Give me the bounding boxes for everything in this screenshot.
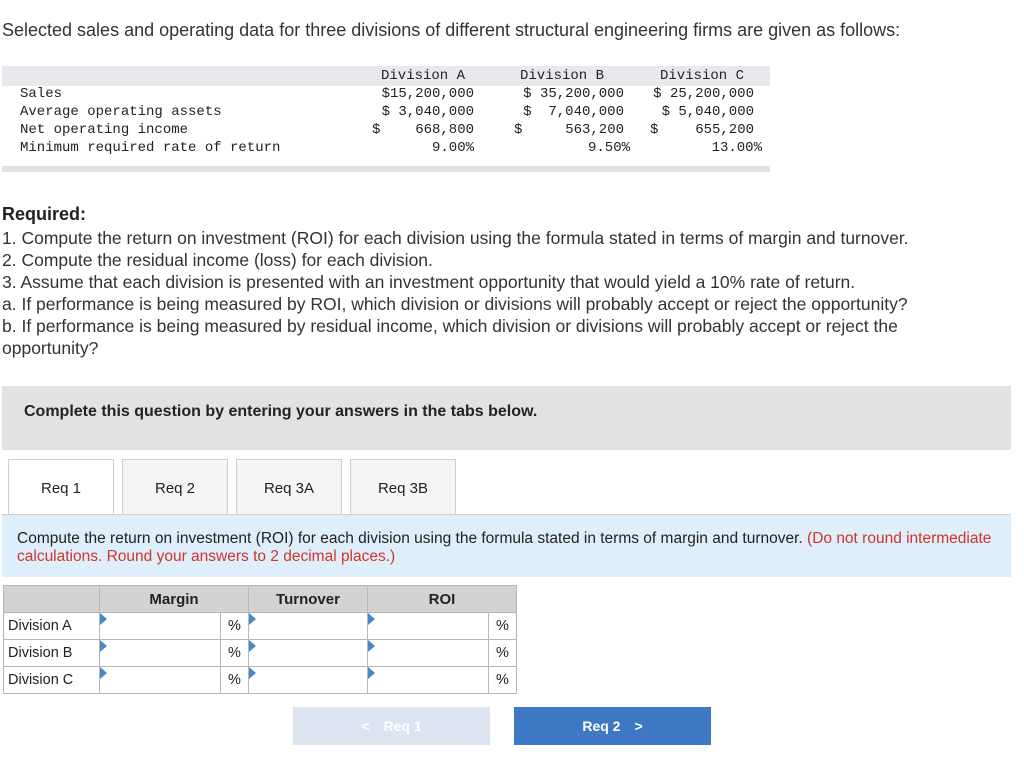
chevron-left-icon: < [361,718,370,734]
col-header-division-c: Division C [660,68,745,84]
percent-sign: % [489,640,517,667]
noi-a: 668,800 [415,122,474,138]
margin-input-a[interactable] [100,613,221,640]
required-line-2: 2. Compute the residual income (loss) for each division. [2,250,433,270]
prev-req-button [293,707,490,745]
min-rate-c: 13.00% [711,140,762,156]
roi-input-a[interactable] [368,613,489,640]
grid-header-margin: Margin [100,586,249,613]
grid-row-label: Division B [4,640,100,667]
sales-c: $ 25,200,000 [653,86,754,102]
required-line-1: 1. Compute the return on investment (ROI) for each division using the formula stated in terms of margin and turnover. [2,228,909,248]
grid-row-label: Division A [4,613,100,640]
min-rate-a: 9.00% [431,140,474,156]
grid-row-division-b [4,640,517,667]
data-table-bottom-bar [2,166,770,172]
margin-input-b[interactable] [100,640,221,667]
grid-row-label: Division C [4,667,100,694]
intro-text: Selected sales and operating data for three divisions of different structural engineering firms are given as follows: [2,20,901,40]
percent-sign: % [221,640,249,667]
sales-a: $15,200,000 [381,86,474,102]
required-line-3a: a. If performance is being measured by ROI, which division or divisions will probably accept or reject the opportunity? [2,294,908,314]
tab-req-3b[interactable]: Req 3B [350,459,456,514]
col-header-division-a: Division A [381,68,466,84]
percent-sign: % [221,613,249,640]
grid-header-roi: ROI [368,586,517,613]
noi-b: 563,200 [565,122,624,138]
percent-sign: % [489,613,517,640]
required-title: Required: [2,204,87,224]
min-rate-b: 9.50% [587,140,630,156]
next-req-label: Req 2 [582,718,621,734]
turnover-input-a[interactable] [249,613,368,640]
row-label-min-rate: Minimum required rate of return [20,140,281,156]
roi-input-c[interactable] [368,667,489,694]
assets-a: $ 3,040,000 [381,104,474,120]
row-label-assets: Average operating assets [20,104,222,120]
instruction-text [17,530,997,566]
noi-c: 655,200 [695,122,754,138]
margin-input-c[interactable] [100,667,221,694]
assets-c: $ 5,040,000 [661,104,754,120]
complete-instruction-text: Complete this question by entering your answers in the tabs below. [24,403,538,420]
row-label-sales: Sales [20,86,63,102]
instruction-note: (Do not round intermediate calculations. Round your answers to 2 decimal places.) [17,530,992,565]
tab-req-2[interactable]: Req 2 [122,459,228,514]
required-line-3b: b. If performance is being measured by residual income, which division or divisions will probably accept or reject the [2,316,898,336]
instruction-main: Compute the return on investment (ROI) for each division using the formula stated in terms of margin and turnover. [17,530,803,547]
grid-row-division-a [4,613,517,640]
col-header-division-b: Division B [520,68,605,84]
percent-sign: % [489,667,517,694]
next-req-button[interactable] [514,707,711,745]
tab-req-3a[interactable]: Req 3A [236,459,342,514]
noi-c-symbol: $ [650,122,659,138]
grid-row-division-c [4,667,517,694]
chevron-right-icon: > [634,718,643,734]
grid-corner [4,586,100,613]
tab-req-1[interactable]: Req 1 [8,459,114,514]
grid-header-turnover: Turnover [249,586,368,613]
prev-req-label: Req 1 [383,718,422,734]
sales-b: $ 35,200,000 [523,86,624,102]
percent-sign: % [221,667,249,694]
row-label-noi: Net operating income [20,122,189,138]
noi-a-symbol: $ [372,122,381,138]
answer-grid [3,585,517,694]
required-line-3: 3. Assume that each division is presented with an investment opportunity that would yield a 10% rate of return. [2,272,856,292]
roi-input-b[interactable] [368,640,489,667]
turnover-input-c[interactable] [249,667,368,694]
noi-b-symbol: $ [514,122,523,138]
assets-b: $ 7,040,000 [523,104,624,120]
required-line-3b-cont: opportunity? [2,338,99,358]
turnover-input-b[interactable] [249,640,368,667]
